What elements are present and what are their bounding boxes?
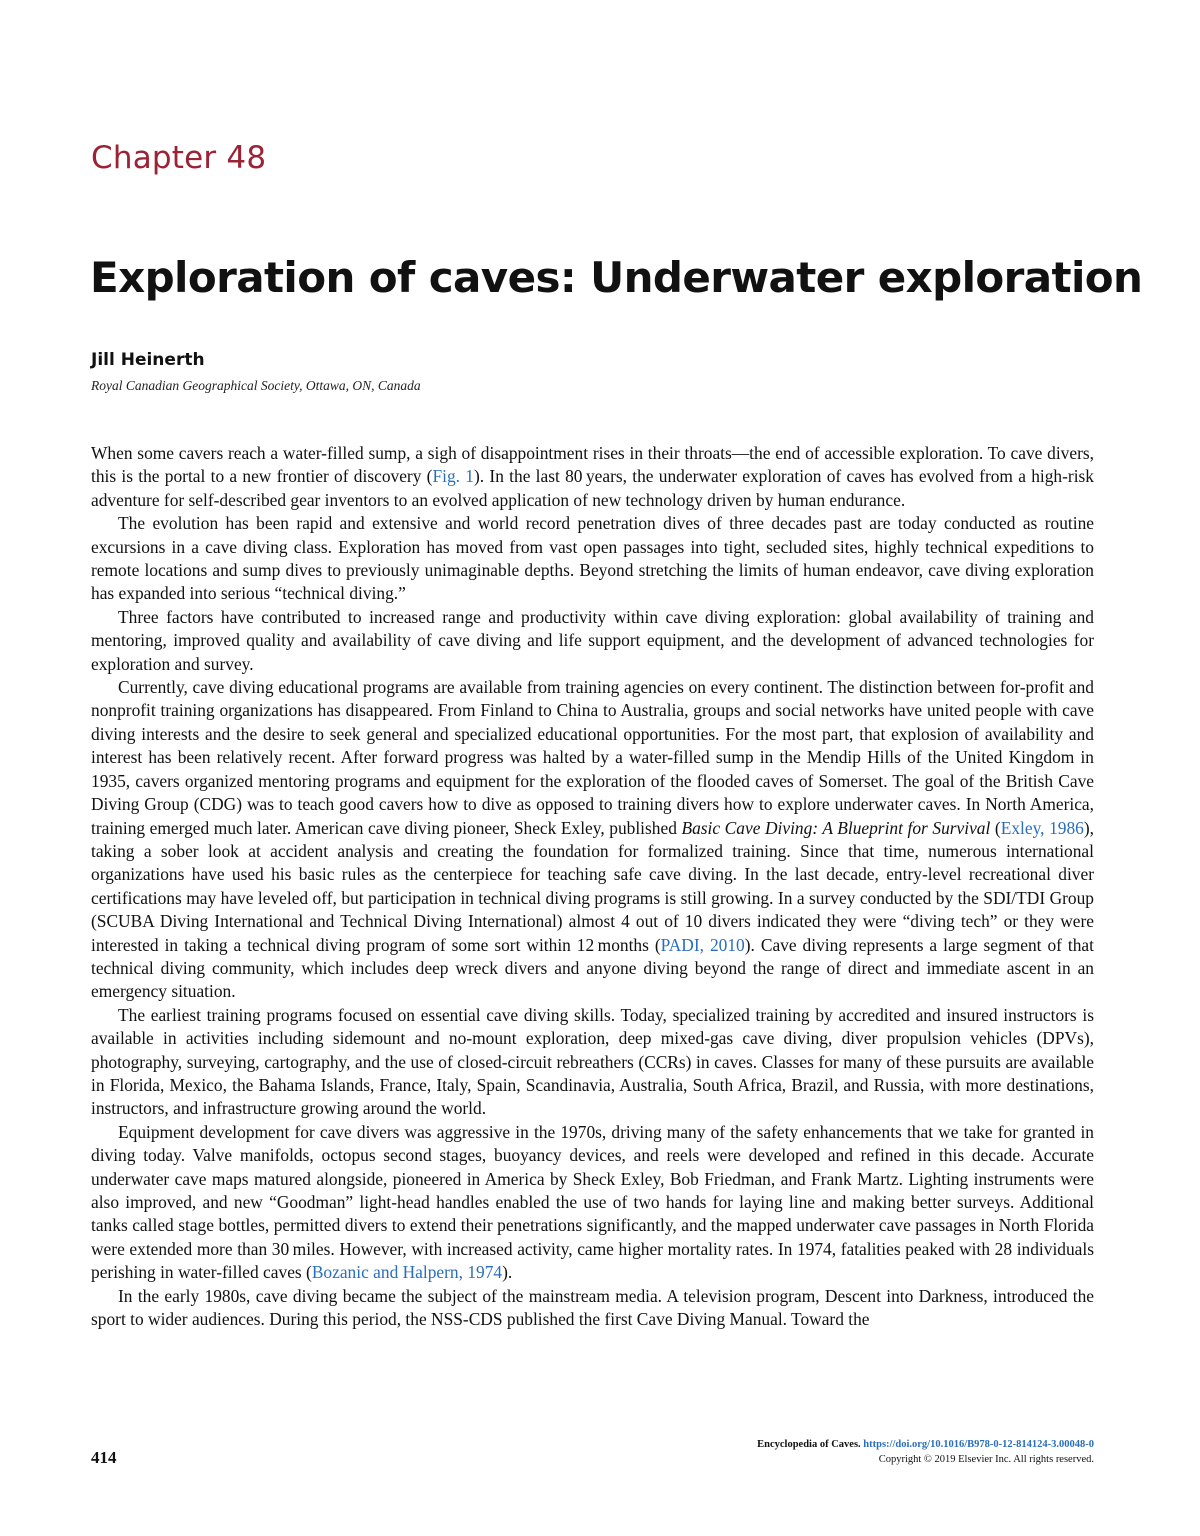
chapter-title: Exploration of caves: Underwater exploration [90, 253, 1143, 302]
citation-link-padi[interactable]: PADI, 2010 [660, 934, 745, 955]
paragraph-7: In the early 1980s, cave diving became the subject of the mainstream media. A television program, Descent into Darkness, introduced the sport to wider audiences. During this period, the NSS-CDS published the first Cave Diving Manual. Toward the [91, 1285, 1094, 1330]
paragraph-text: Currently, cave diving educational programs are available from training agencies on every continent. The distinction between for-profit and nonprofit training organizations has disappeared. From Finland to China to Australia, groups and social networks have united people with cave diving interests and the desire to seek general and specialized educational opportunities. For the most part, that explosion of availability and interest has been relatively recent. After forward progress was halted by a water-filled sump in the Mendip Hills of the United Kingdom in 1935, cavers organized mentoring programs and equipment for the exploration of the flooded caves of Somerset. The goal of the British Cave Diving Group (CDG) was to teach good cavers how to dive as opposed to training divers how to explore underwater caves. In North America, training emerged much later. American cave diving pioneer, Sheck Exley, published [91, 677, 1094, 838]
paragraph-text: ( [990, 817, 1001, 838]
citation-link-exley[interactable]: Exley, 1986 [1000, 817, 1084, 838]
paragraph-5: The earliest training programs focused on essential cave diving skills. Today, specialized training by accredited and insured instructors is available in activities including sidemount and no-mount exploration, deep mixed-gas cave diving, diver propulsion vehicles (DPVs), photography, surveying, cartography, and the use of closed-circuit rebreathers (CCRs) in caves. Classes for many of these pursuits are available in Florida, Mexico, the Bahama Islands, France, Italy, Spain, Scandinavia, Australia, South Africa, Brazil, and Russia, with more destinations, instructors, and infrastructure growing around the world. [91, 1004, 1094, 1119]
footer-citation [757, 1437, 1094, 1467]
paragraph-2: The evolution has been rapid and extensive and world record penetration dives of three decades past are today conducted as routine excursions in a cave diving class. Exploration has moved from vast open passages into tight, secluded sites, highly technical expeditions to remote locations and sump dives to previously unimaginable depths. Beyond stretching the limits of human endeavor, cave diving exploration has expanded into serious “technical diving.” [91, 513, 1094, 604]
paragraph-6 [91, 1121, 1094, 1285]
citation-link-bozanic[interactable]: Bozanic and Halpern, 1974 [311, 1262, 503, 1283]
chapter-label: Chapter 48 [91, 140, 267, 176]
article-body [91, 442, 1094, 1331]
paragraph-text: ). [502, 1262, 513, 1283]
paragraph-text: ). Cave diving represents a large segment of that technical diving community, which includes deep wreck divers and anyone diving beyond the range of direct and immediate ascent in an emergency situation. [91, 934, 1094, 1002]
paragraph-text: When some cavers reach a water-filled sump, a sigh of disappointment rises in their throats—the end of accessible exploration. To cave divers, this is the portal to a new frontier of discovery ( [91, 443, 1094, 487]
paragraph-text: Equipment development for cave divers was aggressive in the 1970s, driving many of the safety enhancements that we take for granted in diving today. Valve manifolds, octopus second stages, buoyancy devices, and reels were developed and refined in this decade. Accurate underwater cave maps matured alongside, pioneered in America by Sheck Exley, Bob Friedman, and Frank Martz. Lighting instruments were also improved, and new “Goodman” light-head handles enabled the use of two hands for laying line and making better surveys. Additional tanks called stage bottles, permitted divers to extend their penetrations significantly, and the mapped underwater cave passages in North Florida were extended more than 30 miles. However, with increased activity, came higher mortality rates. In 1974, fatalities peaked with 28 individuals perishing in water-filled caves ( [91, 1121, 1094, 1283]
paragraph-text: ), taking a sober look at accident analysis and creating the foundation for formalized training. Since that time, numerous international organizations have used his basic rules as the centerpiece for teaching safe cave diving. In the last decade, entry-level recreational diver certifications may have leveled off, but participation in technical diving programs is still growing. In a survey conducted by the SDI/TDI Group (SCUBA Diving International and Technical Diving International) almost 4 out of 10 divers indicated they were “diving tech” or they were interested in taking a technical diving program of some sort within 12 months ( [91, 817, 1094, 955]
paragraph-text: ). In the last 80 years, the underwater exploration of caves has evolved from a high-risk adventure for self-described gear inventors to an evolved application of new technology driven by human endurance. [91, 466, 1095, 510]
book-title: Basic Cave Diving: A Blueprint for Survival [681, 817, 991, 838]
page-number: 414 [91, 1448, 117, 1467]
footer-source [757, 1437, 1094, 1452]
paragraph-3: Three factors have contributed to increased range and productivity within cave diving exploration: global availability of training and mentoring, improved quality and availability of cave diving and life support equipment, and the development of advanced technologies for exploration and survey. [91, 606, 1094, 674]
author-affiliation: Royal Canadian Geographical Society, Ottawa, ON, Canada [91, 378, 421, 393]
paragraph-4 [91, 676, 1094, 1004]
figure-link[interactable]: Fig. 1 [432, 466, 474, 487]
copyright-notice: Copyright © 2019 Elsevier Inc. All rights reserved. [878, 1454, 1094, 1465]
author-name: Jill Heinerth [91, 350, 205, 370]
doi-link[interactable]: https://doi.org/10.1016/B978-0-12-814124-3.00048-0 [863, 1439, 1094, 1450]
paragraph-1 [91, 442, 1094, 512]
book-name: Encyclopedia of Caves. [757, 1439, 861, 1450]
